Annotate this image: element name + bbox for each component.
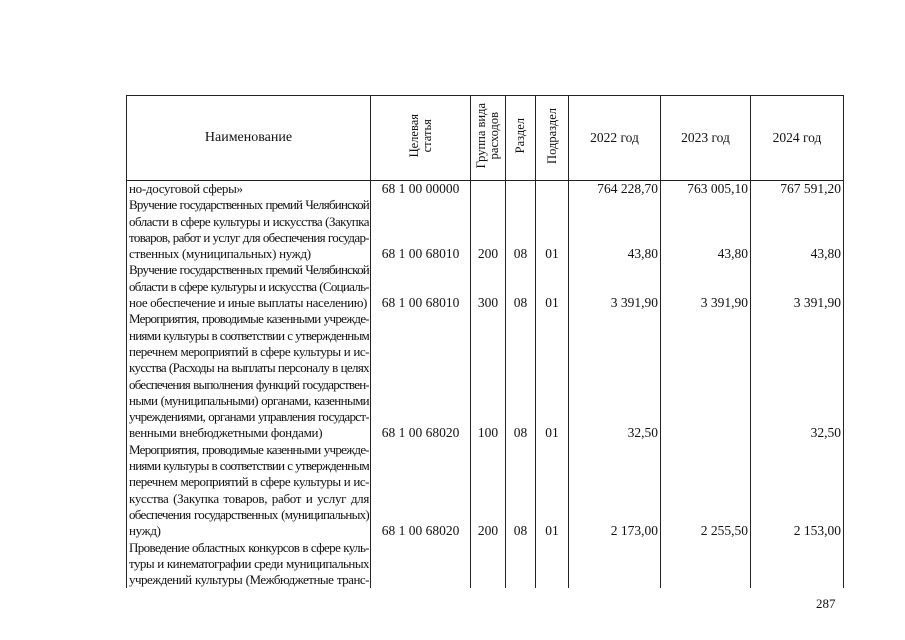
target-article-label-line-2: статья [419,119,434,153]
name-line: кусства (Закупка товаров, работ и услуг для [129,490,369,506]
name-line: туры и кинематографии среди муниципальных [129,555,369,571]
page-number: 287 [816,596,836,611]
column-header-expense-group [471,96,506,181]
amount-2024-cell: 2 153,00 [751,442,844,540]
row-name-cell [127,311,371,441]
subsection-cell: 01 [536,262,569,311]
subsection-cell [536,540,569,589]
subsection-cell: 01 [536,442,569,540]
budget-table [126,95,844,588]
table-row [127,181,844,198]
expense-group-cell: 300 [471,262,506,311]
name-line: перечнем мероприятий в сфере культуры и ис- [129,474,369,490]
subsection-cell: 01 [536,311,569,441]
column-header-section [506,96,536,181]
table-row [127,311,844,441]
expense-group-cell: 100 [471,311,506,441]
amount-2023-cell [661,540,751,589]
name-line: ственных (муниципальных) нужд) [129,246,311,262]
name-line: товаров, работ и услуг для обеспечения государ- [129,229,369,245]
name-line: обеспечения государственных (муниципальных) [129,506,369,522]
amount-2022-cell: 32,50 [569,311,661,441]
table-row [127,442,844,540]
amount-2024-cell: 32,50 [751,311,844,441]
name-line: Вручение государственных премий Челябинской [129,197,369,213]
table-body [127,181,844,589]
name-line: но-досуговой сферы» [129,181,243,196]
name-line: Мероприятия, проводимые казенными учрежде- [129,441,369,457]
section-label: Раздел [513,118,527,154]
name-line: ными (муниципальными) органами, казенными [129,392,369,408]
row-name-cell [127,181,371,198]
section-cell: 08 [506,262,536,311]
name-line: учреждений культуры (Межбюджетные транс- [129,572,369,588]
amount-2022-cell: 3 391,90 [569,262,661,311]
name-line: нужд) [129,523,161,539]
amount-2023-cell: 2 255,50 [661,442,751,540]
amount-2022-cell: 764 228,70 [569,181,661,198]
subsection-label: Подраздел [544,108,559,164]
section-cell: 08 [506,197,536,262]
amount-2024-cell: 3 391,90 [751,262,844,311]
column-header-2023: 2023 год [661,96,751,181]
table-row [127,540,844,589]
target-code-cell: 68 1 00 68010 [371,262,471,311]
name-line: кусства (Расходы на выплаты персоналу в целях [129,360,369,376]
column-header-2024: 2024 год [751,96,844,181]
amount-2023-cell: 763 005,10 [661,181,751,198]
amount-2023-cell: 43,80 [661,197,751,262]
target-code-cell [371,540,471,589]
column-header-name: Наименование [127,96,371,181]
amount-2022-cell: 2 173,00 [569,442,661,540]
name-line: Проведение областных конкурсов в сфере куль- [129,539,369,555]
name-line: Вручение государственных премий Челябинской [129,262,369,278]
row-name-cell [127,442,371,540]
section-cell [506,181,536,198]
section-cell [506,540,536,589]
row-name-cell [127,262,371,311]
expense-group-label-line-1: Группа вида [474,103,488,169]
expense-group-label [475,103,501,168]
table-row [127,197,844,262]
column-header-2022: 2022 год [569,96,661,181]
expense-group-cell [471,540,506,589]
section-cell: 08 [506,311,536,441]
name-line: ниями культуры в соответствии с утвержденным [129,327,369,343]
row-name-cell [127,540,371,589]
table-row [127,262,844,311]
name-line: области в сфере культуры и искусства (Закупка [129,213,369,229]
target-article-label [408,114,434,157]
amount-2024-cell: 43,80 [751,197,844,262]
table-header-row [127,96,844,181]
expense-group-label-line-2: расходов [487,112,501,160]
amount-2023-cell [661,311,751,441]
column-header-target-article [371,96,471,181]
expense-group-cell: 200 [471,197,506,262]
target-code-cell: 68 1 00 68020 [371,311,471,441]
name-line: венными внебюджетными фондами) [129,425,323,441]
column-header-subsection [536,96,569,181]
amount-2022-cell: 43,80 [569,197,661,262]
name-line: обеспечения выполнения функций государствен- [129,376,369,392]
amount-2023-cell: 3 391,90 [661,262,751,311]
expense-group-cell [471,181,506,198]
name-line: Мероприятия, проводимые казенными учрежде- [129,311,369,327]
subsection-cell [536,181,569,198]
name-line: ное обеспечение и иные выплаты населению) [129,295,368,311]
target-article-label-line-1: Целевая [406,114,421,158]
name-line: перечнем мероприятий в сфере культуры и ис- [129,343,369,359]
expense-group-cell: 200 [471,442,506,540]
amount-2024-cell [751,540,844,589]
name-line: области в сфере культуры и искусства (Социаль- [129,278,369,294]
row-name-cell [127,197,371,262]
target-code-cell: 68 1 00 68020 [371,442,471,540]
target-code-cell: 68 1 00 68010 [371,197,471,262]
amount-2022-cell [569,540,661,589]
section-cell: 08 [506,442,536,540]
name-line: ниями культуры в соответствии с утвержденным [129,458,369,474]
amount-2024-cell: 767 591,20 [751,181,844,198]
subsection-cell: 01 [536,197,569,262]
name-line: учреждениями, органами управления государст- [129,409,369,425]
target-code-cell: 68 1 00 00000 [371,181,471,198]
